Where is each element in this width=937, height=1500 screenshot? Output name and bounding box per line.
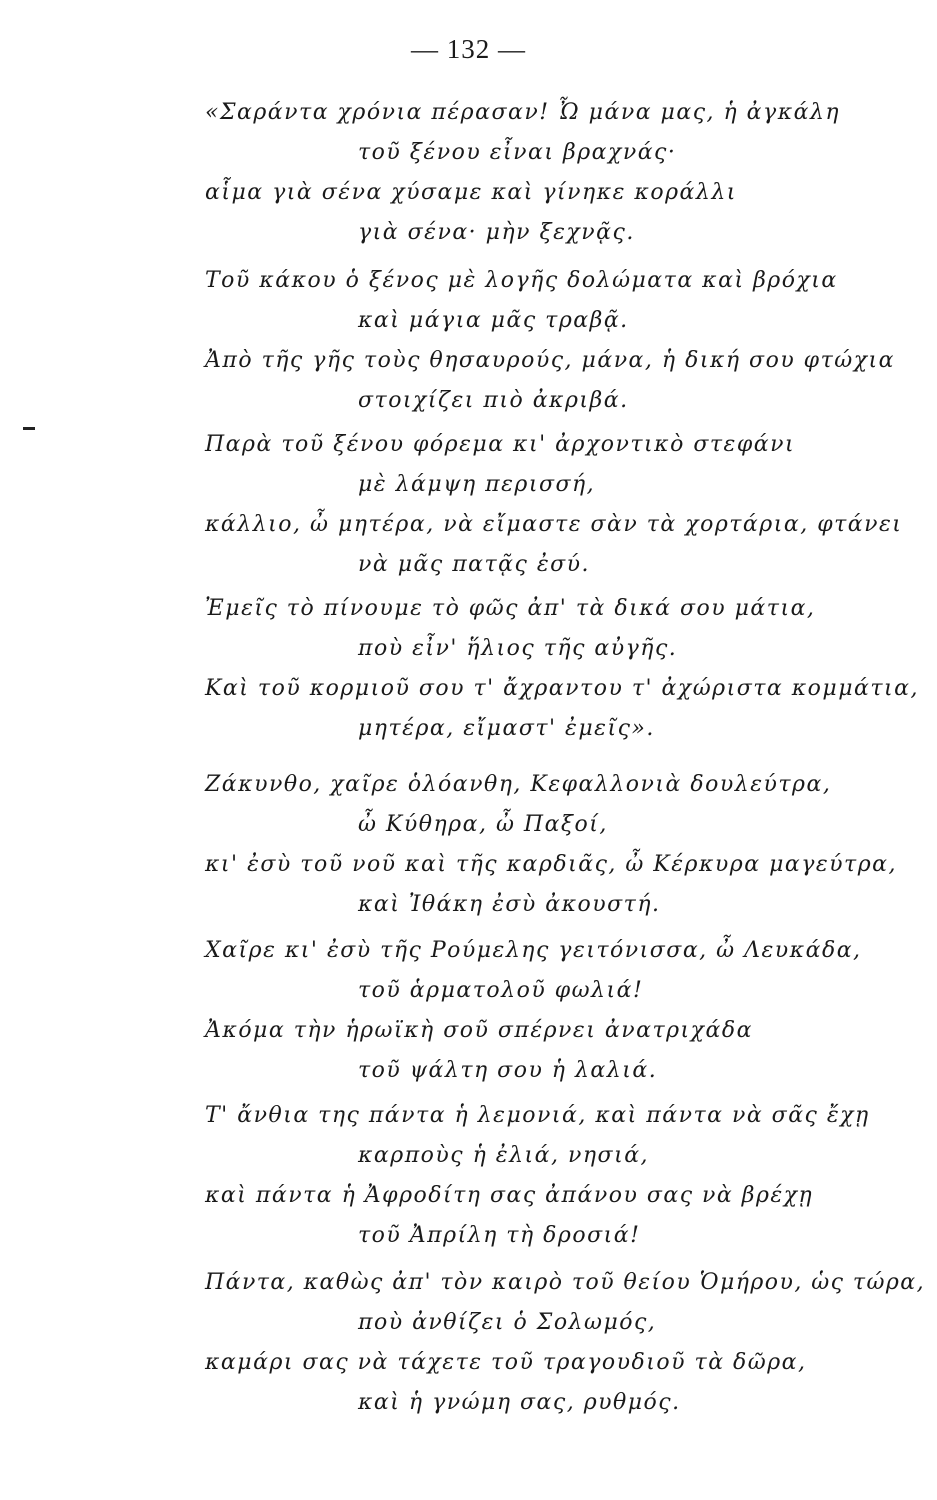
verse-line: κι' ἐσὺ τοῦ νοῦ καὶ τῆς καρδιᾶς, ὦ Κέρκυρα μαγεύτρα,: [205, 852, 898, 877]
verse-line: Πάντα, καθὼς ἀπ' τὸν καιρὸ τοῦ θείου Ὁμήρου, ὡς τώρα,: [205, 1270, 926, 1295]
verse-line: ποὺ ἀνθίζει ὁ Σολωμός,: [358, 1310, 657, 1335]
verse-line: Ἀκόμα τὴν ἡρωϊκὴ σοῦ σπέρνει ἀνατριχάδα: [205, 1018, 753, 1043]
verse-line: καὶ πάντα ἡ Ἀφροδίτη σας ἀπάνου σας νὰ βρέχῃ: [205, 1183, 814, 1208]
verse-line: γιὰ σένα· μὴν ξεχνᾷς.: [358, 220, 635, 245]
verse-line: στοιχίζει πιὸ ἀκριβά.: [358, 388, 629, 413]
verse-line: τοῦ ψάλτη σου ἡ λαλιά.: [358, 1058, 658, 1083]
verse-line: ὦ Κύθηρα, ὦ Παξοί,: [358, 812, 608, 837]
verse-line: τοῦ Ἀπρίλη τὴ δροσιά!: [358, 1223, 641, 1248]
verse-line: Καὶ τοῦ κορμιοῦ σου τ' ἄχραντου τ' ἀχώριστα κομμάτια,: [205, 676, 920, 701]
verse-line: Χαῖρε κι' ἐσὺ τῆς Ρούμελης γειτόνισσα, ὦ Λευκάδα,: [205, 938, 862, 963]
verse-line: τοῦ ξένου εἶναι βραχνάς·: [358, 140, 677, 165]
verse-line: Παρὰ τοῦ ξένου φόρεμα κι' ἀρχοντικὸ στεφάνι: [205, 432, 796, 457]
verse-line: νὰ μᾶς πατᾷς ἐσύ.: [358, 552, 591, 577]
verse-line: Ἀπὸ τῆς γῆς τοὺς θησαυρούς, μάνα, ἡ δική σου φτώχια: [205, 348, 896, 373]
verse-line: τοῦ ἁρματολοῦ φωλιά!: [358, 978, 644, 1003]
verse-line: κάλλιο, ὦ μητέρα, νὰ εἴμαστε σὰν τὰ χορτάρια, φτάνει: [205, 512, 903, 537]
verse-line: Ζάκυνθο, χαῖρε ὁλόανθη, Κεφαλλονιὰ δουλεύτρα,: [205, 772, 832, 797]
verse-line: ποὺ εἶν' ἥλιος τῆς αὐγῆς.: [358, 636, 678, 661]
verse-line: καὶ Ἰθάκη ἐσὺ ἀκουστή.: [358, 892, 661, 917]
margin-mark: [23, 427, 35, 430]
verse-line: καμάρι σας νὰ τάχετε τοῦ τραγουδιοῦ τὰ δῶρα,: [205, 1350, 807, 1375]
verse-line: αἷμα γιὰ σένα χύσαμε καὶ γίνηκε κοράλλι: [205, 180, 737, 205]
verse-line: καρποὺς ἡ ἐλιά, νησιά,: [358, 1143, 650, 1168]
verse-line: «Σαράντα χρόνια πέρασαν! Ὦ μάνα μας, ἡ ἀγκάλη: [205, 100, 841, 125]
verse-line: Ἐμεῖς τὸ πίνουμε τὸ φῶς ἀπ' τὰ δικά σου μάτια,: [205, 596, 816, 621]
page-number: — 132 —: [411, 34, 526, 64]
verse-line: καὶ μάγια μᾶς τραβᾷ.: [358, 308, 629, 333]
verse-line: Τοῦ κάκου ὁ ξένος μὲ λογῆς δολώματα καὶ βρόχια: [205, 268, 838, 293]
verse-line: μητέρα, εἴμαστ' ἐμεῖς».: [358, 716, 655, 741]
verse-line: μὲ λάμψη περισσή,: [358, 472, 596, 497]
verse-line: καὶ ἡ γνώμη σας, ρυθμός.: [358, 1390, 681, 1415]
verse-line: Τ' ἄνθια της πάντα ἡ λεμονιά, καὶ πάντα νὰ σᾶς ἔχῃ: [205, 1103, 870, 1128]
